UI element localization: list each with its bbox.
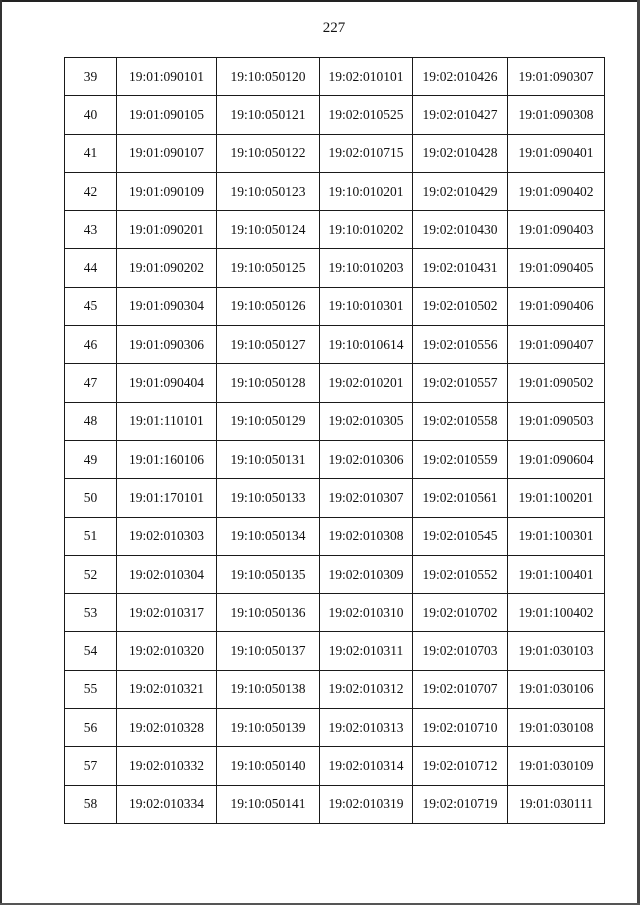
row-number-cell: 51 [65,517,117,555]
cadastral-number-cell: 19:02:010426 [413,58,508,96]
cadastral-number-cell: 19:10:050133 [217,479,320,517]
cadastral-number-cell: 19:02:010719 [413,785,508,823]
cadastral-number-cell: 19:10:050126 [217,287,320,325]
row-number-cell: 43 [65,211,117,249]
cadastral-number-cell: 19:02:010431 [413,249,508,287]
cadastral-number-cell: 19:02:010556 [413,326,508,364]
table-row [65,440,605,478]
cadastral-number-cell: 19:10:050138 [217,670,320,708]
cadastral-number-cell: 19:01:090105 [117,96,217,134]
cadastral-number-cell: 19:02:010328 [117,709,217,747]
cadastral-number-cell: 19:01:090308 [508,96,605,134]
cadastral-number-cell: 19:10:050135 [217,555,320,593]
cadastral-number-cell: 19:02:010525 [320,96,413,134]
cadastral-number-cell: 19:10:050124 [217,211,320,249]
page-number: 227 [322,20,346,36]
cadastral-number-cell: 19:01:090401 [508,134,605,172]
cadastral-number-cell: 19:02:010314 [320,747,413,785]
cadastral-number-cell: 19:01:170101 [117,479,217,517]
table-row [65,134,605,172]
cadastral-number-cell: 19:01:090304 [117,287,217,325]
cadastral-number-cell: 19:02:010306 [320,440,413,478]
cadastral-table-container [64,57,605,824]
row-number-cell: 57 [65,747,117,785]
table-row [65,555,605,593]
cadastral-number-cell: 19:01:030106 [508,670,605,708]
cadastral-number-cell: 19:02:010702 [413,594,508,632]
cadastral-number-cell: 19:02:010427 [413,96,508,134]
cadastral-number-cell: 19:02:010710 [413,709,508,747]
row-number-cell: 49 [65,440,117,478]
cadastral-number-cell: 19:10:010201 [320,172,413,210]
cadastral-number-cell: 19:02:010307 [320,479,413,517]
cadastral-number-cell: 19:10:050136 [217,594,320,632]
table-row [65,747,605,785]
cadastral-number-cell: 19:01:090402 [508,172,605,210]
cadastral-number-cell: 19:01:090407 [508,326,605,364]
cadastral-number-cell: 19:10:050134 [217,517,320,555]
cadastral-number-cell: 19:02:010313 [320,709,413,747]
table-row [65,96,605,134]
cadastral-number-cell: 19:01:090202 [117,249,217,287]
cadastral-number-cell: 19:01:090101 [117,58,217,96]
cadastral-number-cell: 19:01:090502 [508,364,605,402]
cadastral-number-cell: 19:01:090404 [117,364,217,402]
cadastral-number-cell: 19:01:100401 [508,555,605,593]
cadastral-number-cell: 19:10:050141 [217,785,320,823]
cadastral-number-cell: 19:02:010334 [117,785,217,823]
row-number-cell: 41 [65,134,117,172]
cadastral-number-cell: 19:10:050122 [217,134,320,172]
cadastral-number-cell: 19:02:010715 [320,134,413,172]
cadastral-number-cell: 19:10:050131 [217,440,320,478]
row-number-cell: 45 [65,287,117,325]
cadastral-number-cell: 19:02:010703 [413,632,508,670]
row-number-cell: 47 [65,364,117,402]
scan-edge-left [0,0,2,905]
cadastral-number-cell: 19:10:050139 [217,709,320,747]
cadastral-number-cell: 19:10:050129 [217,402,320,440]
table-row [65,709,605,747]
cadastral-number-cell: 19:02:010545 [413,517,508,555]
cadastral-number-cell: 19:02:010319 [320,785,413,823]
cadastral-number-cell: 19:02:010320 [117,632,217,670]
cadastral-number-cell: 19:02:010317 [117,594,217,632]
cadastral-number-cell: 19:01:090306 [117,326,217,364]
cadastral-table [64,57,605,824]
cadastral-number-cell: 19:01:030108 [508,709,605,747]
table-row [65,479,605,517]
row-number-cell: 39 [65,58,117,96]
row-number-cell: 55 [65,670,117,708]
cadastral-number-cell: 19:01:030109 [508,747,605,785]
cadastral-number-cell: 19:02:010707 [413,670,508,708]
cadastral-number-cell: 19:02:010201 [320,364,413,402]
cadastral-number-cell: 19:01:090201 [117,211,217,249]
cadastral-number-cell: 19:10:050121 [217,96,320,134]
cadastral-number-cell: 19:01:100301 [508,517,605,555]
row-number-cell: 42 [65,172,117,210]
cadastral-number-cell: 19:10:050125 [217,249,320,287]
cadastral-number-cell: 19:02:010430 [413,211,508,249]
table-row [65,211,605,249]
table-row [65,172,605,210]
cadastral-number-cell: 19:01:030103 [508,632,605,670]
cadastral-number-cell: 19:02:010559 [413,440,508,478]
cadastral-number-cell: 19:02:010312 [320,670,413,708]
cadastral-number-cell: 19:10:050128 [217,364,320,402]
cadastral-number-cell: 19:02:010552 [413,555,508,593]
table-row [65,249,605,287]
row-number-cell: 48 [65,402,117,440]
table-row [65,364,605,402]
cadastral-number-cell: 19:02:010101 [320,58,413,96]
cadastral-number-cell: 19:10:050127 [217,326,320,364]
cadastral-number-cell: 19:01:110101 [117,402,217,440]
row-number-cell: 40 [65,96,117,134]
table-row [65,287,605,325]
cadastral-number-cell: 19:02:010308 [320,517,413,555]
table-body [65,58,605,824]
cadastral-number-cell: 19:10:050123 [217,172,320,210]
cadastral-number-cell: 19:02:010309 [320,555,413,593]
cadastral-number-cell: 19:10:050140 [217,747,320,785]
cadastral-number-cell: 19:01:090406 [508,287,605,325]
cadastral-number-cell: 19:01:100402 [508,594,605,632]
cadastral-number-cell: 19:02:010310 [320,594,413,632]
cadastral-number-cell: 19:10:010614 [320,326,413,364]
table-row [65,326,605,364]
cadastral-number-cell: 19:10:010203 [320,249,413,287]
cadastral-number-cell: 19:10:050137 [217,632,320,670]
table-row [65,58,605,96]
row-number-cell: 44 [65,249,117,287]
cadastral-number-cell: 19:02:010304 [117,555,217,593]
cadastral-number-cell: 19:01:090403 [508,211,605,249]
row-number-cell: 50 [65,479,117,517]
cadastral-number-cell: 19:02:010558 [413,402,508,440]
table-row [65,670,605,708]
cadastral-number-cell: 19:10:010301 [320,287,413,325]
cadastral-number-cell: 19:02:010429 [413,172,508,210]
cadastral-number-cell: 19:01:100201 [508,479,605,517]
cadastral-number-cell: 19:01:090405 [508,249,605,287]
cadastral-number-cell: 19:02:010311 [320,632,413,670]
table-row [65,632,605,670]
cadastral-number-cell: 19:01:090109 [117,172,217,210]
row-number-cell: 53 [65,594,117,632]
cadastral-number-cell: 19:02:010561 [413,479,508,517]
cadastral-number-cell: 19:01:090503 [508,402,605,440]
cadastral-number-cell: 19:01:090307 [508,58,605,96]
cadastral-number-cell: 19:02:010712 [413,747,508,785]
cadastral-number-cell: 19:01:160106 [117,440,217,478]
scan-edge-top [0,0,640,2]
table-row [65,785,605,823]
cadastral-number-cell: 19:01:030111 [508,785,605,823]
cadastral-number-cell: 19:02:010428 [413,134,508,172]
cadastral-number-cell: 19:02:010332 [117,747,217,785]
row-number-cell: 46 [65,326,117,364]
row-number-cell: 52 [65,555,117,593]
cadastral-number-cell: 19:01:090604 [508,440,605,478]
cadastral-number-cell: 19:02:010303 [117,517,217,555]
row-number-cell: 58 [65,785,117,823]
table-row [65,594,605,632]
row-number-cell: 54 [65,632,117,670]
table-row [65,517,605,555]
cadastral-number-cell: 19:02:010321 [117,670,217,708]
cadastral-number-cell: 19:10:010202 [320,211,413,249]
table-row [65,402,605,440]
cadastral-number-cell: 19:02:010502 [413,287,508,325]
cadastral-number-cell: 19:10:050120 [217,58,320,96]
row-number-cell: 56 [65,709,117,747]
cadastral-number-cell: 19:02:010557 [413,364,508,402]
cadastral-number-cell: 19:01:090107 [117,134,217,172]
cadastral-number-cell: 19:02:010305 [320,402,413,440]
